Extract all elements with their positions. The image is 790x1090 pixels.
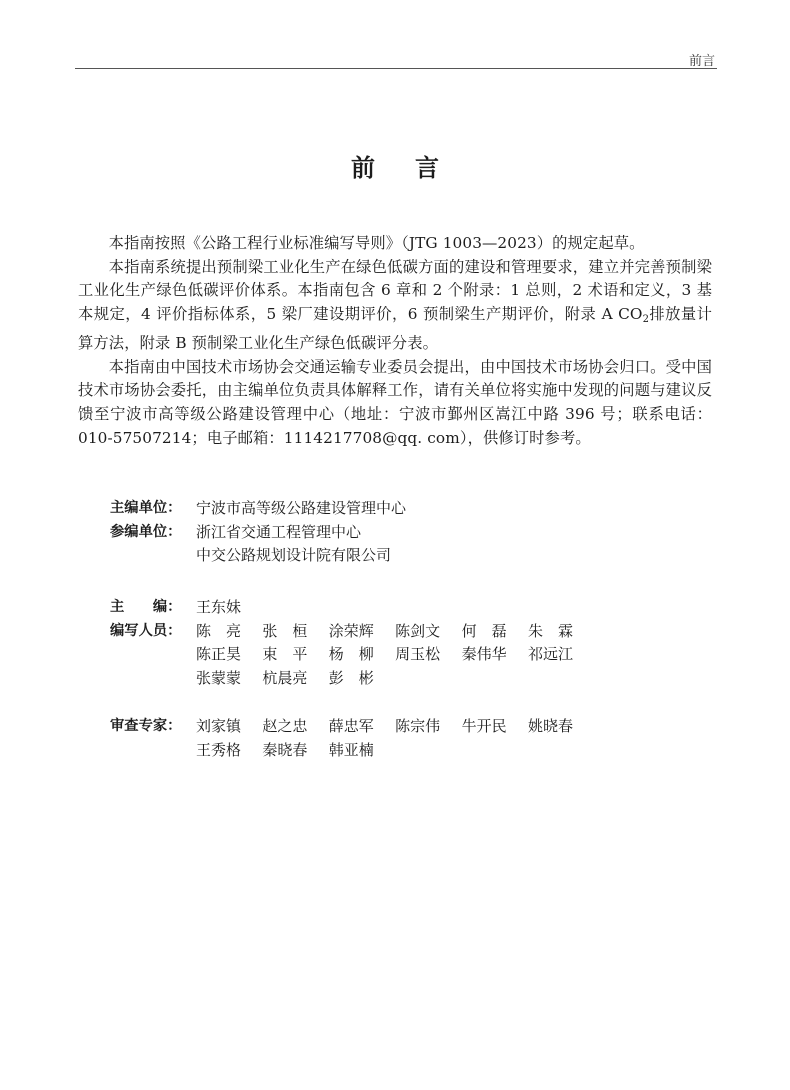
editor-label: 主 编： (110, 599, 182, 615)
writer-name: 陈正昊 (196, 645, 242, 663)
reviewers-line (196, 739, 594, 763)
writer-name: 周玉松 (395, 645, 441, 663)
writers-row (110, 620, 710, 691)
reviewer-name: 韩亚楠 (328, 740, 374, 759)
writer-name: 杭晨亮 (262, 668, 308, 687)
reviewers-line (196, 715, 594, 739)
writers-line (196, 620, 594, 644)
reviewer-name: 牛开民 (461, 717, 507, 735)
page-title: 前言 (351, 154, 479, 182)
reviewers-section (110, 715, 710, 762)
participating-unit: 中交公路规划设计院有限公司 (196, 546, 392, 564)
participating-units-label: 参编单位： (110, 523, 182, 540)
writer-name: 束 平 (262, 645, 308, 663)
writers-label: 编写人员： (110, 622, 182, 639)
writers-line (196, 667, 594, 691)
reviewer-name: 秦晓春 (262, 740, 308, 759)
header-rule (75, 68, 717, 69)
people-section (110, 596, 710, 690)
writer-name: 彭 彬 (328, 668, 374, 687)
writer-name: 陈剑文 (395, 621, 441, 640)
writer-name: 张蒙蒙 (196, 668, 242, 687)
writer-name: 陈 亮 (196, 621, 242, 640)
reviewer-name: 薛忠军 (328, 717, 374, 735)
paragraph-1: 本指南按照《公路工程行业标准编写导则》（JTG 1003—2023）的规定起草。 (108, 234, 645, 252)
units-section (110, 497, 710, 568)
writers-line (196, 643, 594, 667)
reviewer-name: 姚晓春 (527, 717, 573, 735)
editor-row (110, 596, 710, 620)
writer-name: 祁远江 (527, 645, 573, 663)
paragraph-2: 本指南系统提出预制梁工业化生产在绿色低碳方面的建设和管理要求，建立并完善预制梁工业化生产绿色低碳评价体系。本指南包含 6 章和 2 个附录：1 总则，2 术语和定义，3 基本规定，4 评价指标体系，5 梁厂建设期评价，6 预制梁生产期评价，附录 A $CO_2$排放量计算方法，附录 B 预制梁工业化生产绿色低碳评分表。 (78, 257, 712, 352)
participating-unit: 浙江省交通工程管理中心 (196, 522, 362, 541)
reviewer-name: 陈宗伟 (395, 717, 441, 735)
writer-name: 何 磊 (461, 621, 507, 640)
chief-unit-name: 宁波市高等级公路建设管理中心 (196, 499, 407, 517)
reviewer-name: 刘家镇 (196, 717, 242, 735)
writer-name: 秦伟华 (461, 645, 507, 663)
participating-units-row (110, 521, 710, 568)
writer-name: 朱 霖 (527, 621, 573, 640)
reviewers-row (110, 715, 710, 762)
writer-name: 涂荣辉 (328, 621, 374, 640)
running-header: 前言 (688, 54, 715, 69)
writer-name: 杨 柳 (328, 645, 374, 663)
editor-name: 王东妹 (196, 598, 242, 616)
chief-unit-label: 主编单位： (110, 500, 182, 516)
paragraph-3: 本指南由中国技术市场协会交通运输专业委员会提出，由中国技术市场协会归口。受中国技术市场协会委托，由主编单位负责具体解释工作，请有关单位将实施中发现的问题与建议反馈至宁波市高等级公路建设管理中心（地址：宁波市鄞州区嵩江中路 396 号；联系电话：010-57507214；电子邮箱：1114217708@qq. com），供修订时参考。 (78, 357, 712, 447)
reviewers-label: 审查专家： (110, 718, 182, 734)
writer-name: 张 桓 (262, 621, 308, 640)
chief-unit-row (110, 497, 710, 521)
reviewer-name: 王秀格 (196, 740, 242, 759)
reviewer-name: 赵之忠 (262, 717, 308, 735)
foreword-body (78, 232, 712, 450)
